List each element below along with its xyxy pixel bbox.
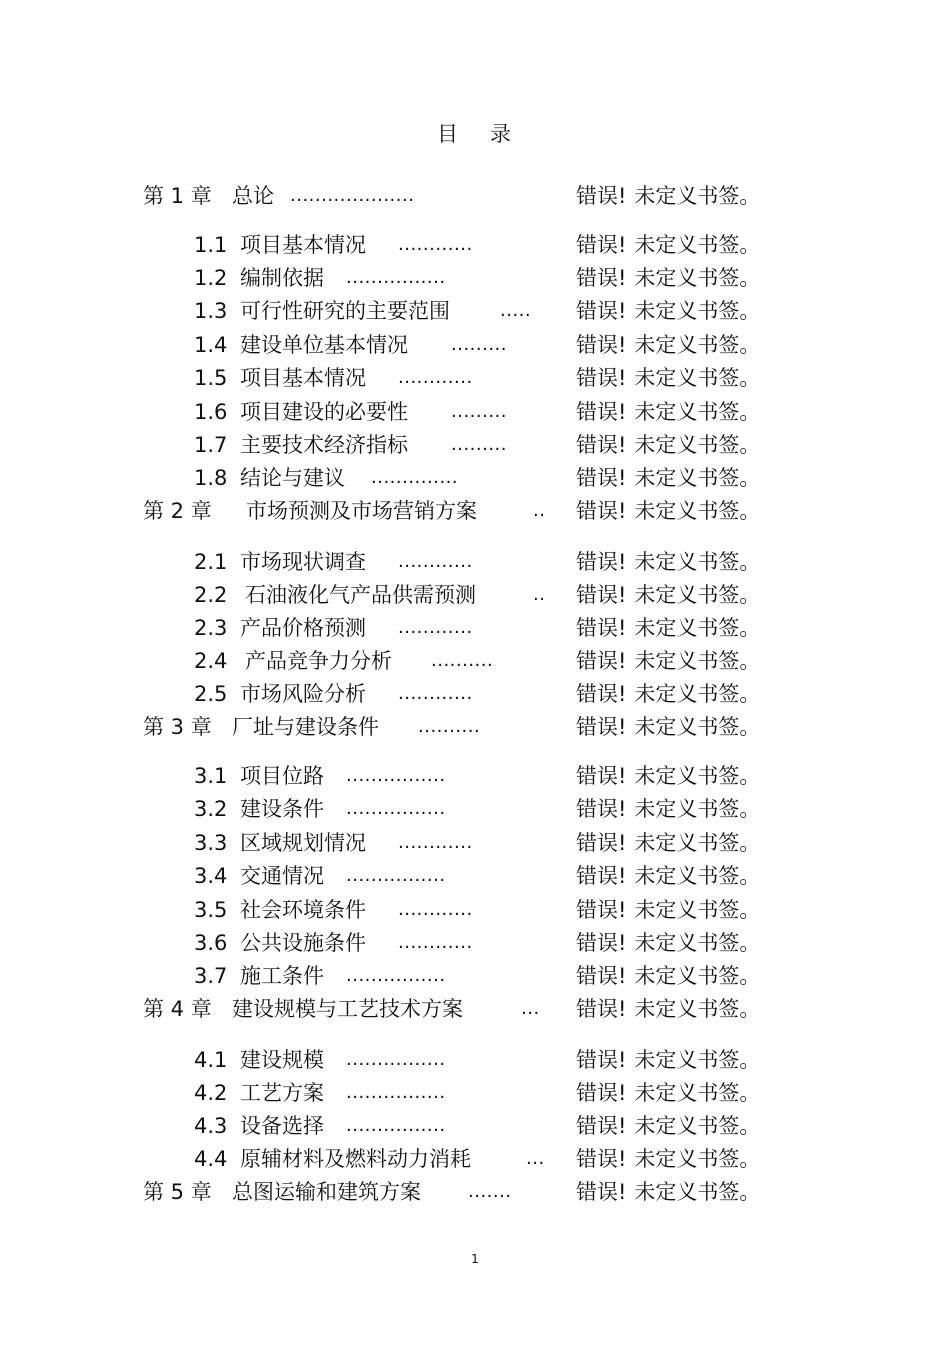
toc-entry-title: 设备选择	[240, 1114, 324, 1138]
toc-section-entry[interactable]	[0, 331, 950, 359]
toc-entry-title: 编制依据	[240, 266, 324, 290]
toc-entry-title: 项目位路	[240, 764, 324, 788]
toc-ref-error: 错误!	[576, 1081, 627, 1105]
toc-entry-number: 2.5	[194, 682, 228, 706]
toc-page-reference	[576, 647, 760, 675]
toc-entry-title: 交通情况	[240, 864, 324, 888]
toc-entry-title: 产品价格预测	[240, 616, 366, 640]
toc-entry-number: 3.6	[194, 931, 228, 955]
toc-entry-number: 第 1 章	[143, 184, 212, 208]
toc-entry-number: 4.3	[194, 1114, 228, 1138]
toc-section-entry[interactable]	[0, 464, 950, 492]
toc-ref-message: 未定义书签。	[634, 898, 761, 922]
toc-section-entry[interactable]	[0, 231, 950, 259]
toc-entry-title: 项目建设的必要性	[240, 400, 408, 424]
toc-ref-message: 未定义书签。	[634, 499, 761, 523]
toc-leader-dots: .....	[500, 300, 532, 321]
toc-entry-title: 原辅材料及燃料动力消耗	[240, 1147, 471, 1171]
toc-section-entry[interactable]	[0, 829, 950, 857]
toc-ref-error: 错误!	[576, 1180, 627, 1204]
toc-leader-dots: .......	[468, 1181, 512, 1202]
toc-ref-error: 错误!	[576, 466, 627, 490]
toc-entry-number: 第 5 章	[143, 1180, 212, 1204]
toc-entry-title: 社会环境条件	[240, 898, 366, 922]
toc-ref-message: 未定义书签。	[634, 233, 761, 257]
toc-ref-error: 错误!	[576, 649, 627, 673]
toc-chapter-entry[interactable]	[0, 497, 950, 525]
toc-title	[0, 118, 950, 148]
toc-entry-title: 结论与建议	[240, 466, 345, 490]
toc-entry-number: 2.3	[194, 616, 228, 640]
toc-page-reference	[576, 264, 760, 292]
toc-ref-error: 错误!	[576, 616, 627, 640]
toc-entry-number: 第 2 章	[143, 499, 212, 523]
toc-page-reference	[576, 364, 760, 392]
toc-ref-message: 未定义书签。	[634, 299, 761, 323]
toc-leader-dots: ................	[346, 267, 446, 288]
toc-ref-error: 错误!	[576, 898, 627, 922]
toc-ref-message: 未定义书签。	[634, 583, 761, 607]
toc-ref-message: 未定义书签。	[634, 1147, 761, 1171]
toc-ref-message: 未定义书签。	[634, 682, 761, 706]
toc-ref-message: 未定义书签。	[634, 1114, 761, 1138]
toc-leader-dots: ................	[346, 765, 446, 786]
toc-leader-dots: ................	[346, 865, 446, 886]
toc-chapter-entry[interactable]	[0, 182, 950, 210]
toc-section-entry[interactable]	[0, 581, 950, 609]
toc-ref-message: 未定义书签。	[634, 1048, 761, 1072]
toc-leader-dots: ..........	[431, 650, 494, 671]
toc-section-entry[interactable]	[0, 762, 950, 790]
toc-entry-number: 3.7	[194, 964, 228, 988]
toc-page-reference	[576, 1079, 760, 1107]
toc-entry-number: 1.8	[194, 466, 228, 490]
toc-chapter-entry[interactable]	[0, 713, 950, 741]
toc-ref-error: 错误!	[576, 550, 627, 574]
toc-entry-title: 建设单位基本情况	[240, 333, 408, 357]
toc-page-reference	[576, 1046, 760, 1074]
toc-section-entry[interactable]	[0, 431, 950, 459]
toc-page-reference	[576, 497, 760, 525]
toc-ref-message: 未定义书签。	[634, 649, 761, 673]
toc-ref-message: 未定义书签。	[634, 333, 761, 357]
toc-leader-dots: ..........	[418, 716, 481, 737]
toc-ref-message: 未定义书签。	[634, 831, 761, 855]
toc-entry-title: 总图运输和建筑方案	[232, 1180, 421, 1204]
toc-entry-title: 施工条件	[240, 964, 324, 988]
toc-section-entry[interactable]	[0, 647, 950, 675]
toc-entry-number: 第 4 章	[143, 997, 212, 1021]
toc-page-reference	[576, 713, 760, 741]
toc-entry-title: 产品竞争力分析	[245, 649, 392, 673]
toc-ref-error: 错误!	[576, 184, 627, 208]
toc-page-reference	[576, 795, 760, 823]
toc-section-entry[interactable]	[0, 896, 950, 924]
toc-section-entry[interactable]	[0, 1112, 950, 1140]
toc-page-reference	[576, 962, 760, 990]
toc-entry-number: 3.4	[194, 864, 228, 888]
toc-entry-number: 1.1	[194, 233, 228, 257]
toc-page-reference	[576, 1145, 760, 1173]
toc-entry-title: 总论	[232, 184, 274, 208]
toc-leader-dots: ............	[398, 683, 473, 704]
toc-ref-error: 错误!	[576, 997, 627, 1021]
toc-ref-message: 未定义书签。	[634, 184, 761, 208]
toc-ref-error: 错误!	[576, 583, 627, 607]
toc-ref-error: 错误!	[576, 366, 627, 390]
toc-ref-message: 未定义书签。	[634, 550, 761, 574]
toc-entry-title: 项目基本情况	[240, 233, 366, 257]
toc-ref-error: 错误!	[576, 931, 627, 955]
toc-entry-number: 3.1	[194, 764, 228, 788]
toc-entry-title: 市场风险分析	[240, 682, 366, 706]
toc-section-entry[interactable]	[0, 1079, 950, 1107]
toc-leader-dots: ................	[346, 1082, 446, 1103]
toc-ref-error: 错误!	[576, 682, 627, 706]
toc-section-entry[interactable]	[0, 614, 950, 642]
toc-leader-dots: ............	[398, 617, 473, 638]
toc-entry-title: 建设条件	[240, 797, 324, 821]
toc-entry-number: 4.4	[194, 1147, 228, 1171]
toc-ref-error: 错误!	[576, 266, 627, 290]
toc-ref-message: 未定义书签。	[634, 1081, 761, 1105]
toc-page-reference	[576, 464, 760, 492]
toc-leader-dots: ............	[398, 367, 473, 388]
toc-leader-dots: ...	[521, 998, 540, 1019]
toc-page-reference	[576, 929, 760, 957]
toc-ref-error: 错误!	[576, 299, 627, 323]
toc-ref-error: 错误!	[576, 1048, 627, 1072]
toc-entry-number: 3.3	[194, 831, 228, 855]
toc-page-reference	[576, 680, 760, 708]
toc-ref-error: 错误!	[576, 715, 627, 739]
toc-section-entry[interactable]	[0, 548, 950, 576]
toc-entry-title: 建设规模与工艺技术方案	[232, 997, 463, 1021]
toc-ref-error: 错误!	[576, 333, 627, 357]
toc-ref-error: 错误!	[576, 1147, 627, 1171]
toc-leader-dots: ..	[533, 584, 546, 605]
toc-ref-message: 未定义书签。	[634, 964, 761, 988]
toc-leader-dots: .........	[451, 401, 507, 422]
toc-leader-dots: ............	[398, 234, 473, 255]
toc-entry-title: 石油液化气产品供需预测	[245, 583, 476, 607]
toc-entry-title: 项目基本情况	[240, 366, 366, 390]
toc-page-reference	[576, 829, 760, 857]
toc-section-entry[interactable]	[0, 264, 950, 292]
toc-ref-error: 错误!	[576, 797, 627, 821]
toc-ref-message: 未定义书签。	[634, 931, 761, 955]
toc-page-reference	[576, 896, 760, 924]
toc-ref-message: 未定义书签。	[634, 433, 761, 457]
toc-ref-error: 错误!	[576, 499, 627, 523]
toc-title-char-1: 目	[437, 122, 460, 146]
toc-entry-number: 1.7	[194, 433, 228, 457]
toc-leader-dots: ................	[346, 798, 446, 819]
toc-entry-title: 市场预测及市场营销方案	[246, 499, 477, 523]
toc-ref-error: 错误!	[576, 1114, 627, 1138]
toc-ref-error: 错误!	[576, 864, 627, 888]
toc-ref-message: 未定义书签。	[634, 797, 761, 821]
toc-section-entry[interactable]	[0, 297, 950, 325]
toc-chapter-entry[interactable]	[0, 1178, 950, 1206]
toc-section-entry[interactable]	[0, 929, 950, 957]
toc-entry-title: 主要技术经济指标	[240, 433, 408, 457]
toc-leader-dots: .........	[451, 434, 507, 455]
toc-entry-title: 市场现状调查	[240, 550, 366, 574]
toc-entry-number: 3.2	[194, 797, 228, 821]
page-number: 1	[471, 1252, 479, 1266]
toc-page-reference	[576, 862, 760, 890]
toc-entry-number: 第 3 章	[143, 715, 212, 739]
toc-entry-number: 1.2	[194, 266, 228, 290]
toc-ref-error: 错误!	[576, 433, 627, 457]
toc-entry-title: 工艺方案	[240, 1081, 324, 1105]
toc-entry-title: 建设规模	[240, 1048, 324, 1072]
toc-page-reference	[576, 548, 760, 576]
toc-page-reference	[576, 398, 760, 426]
toc-entry-number: 1.5	[194, 366, 228, 390]
toc-ref-message: 未定义书签。	[634, 764, 761, 788]
toc-leader-dots: ................	[346, 1049, 446, 1070]
toc-ref-error: 错误!	[576, 831, 627, 855]
toc-section-entry[interactable]	[0, 364, 950, 392]
toc-entry-number: 1.4	[194, 333, 228, 357]
toc-leader-dots: ............	[398, 551, 473, 572]
toc-entry-number: 4.2	[194, 1081, 228, 1105]
toc-page-reference	[576, 581, 760, 609]
toc-entry-title: 厂址与建设条件	[232, 715, 379, 739]
toc-section-entry[interactable]	[0, 795, 950, 823]
toc-page-reference	[576, 1112, 760, 1140]
toc-entry-number: 2.1	[194, 550, 228, 574]
toc-leader-dots: ............	[398, 899, 473, 920]
toc-page-reference	[576, 182, 760, 210]
toc-leader-dots: ............	[398, 932, 473, 953]
toc-page-reference	[576, 297, 760, 325]
toc-entry-number: 2.4	[194, 649, 228, 673]
toc-ref-message: 未定义书签。	[634, 1180, 761, 1204]
toc-section-entry[interactable]	[0, 862, 950, 890]
toc-ref-error: 错误!	[576, 764, 627, 788]
toc-ref-message: 未定义书签。	[634, 864, 761, 888]
toc-section-entry[interactable]	[0, 398, 950, 426]
toc-title-char-2: 录	[490, 122, 513, 146]
toc-ref-error: 错误!	[576, 233, 627, 257]
toc-section-entry[interactable]	[0, 1145, 950, 1173]
toc-entry-number: 1.3	[194, 299, 228, 323]
toc-leader-dots: ................	[346, 1115, 446, 1136]
toc-leader-dots: ....................	[290, 185, 415, 206]
toc-entry-number: 2.2	[194, 583, 228, 607]
toc-page-reference	[576, 431, 760, 459]
toc-ref-message: 未定义书签。	[634, 266, 761, 290]
toc-leader-dots: ............	[398, 832, 473, 853]
toc-ref-message: 未定义书签。	[634, 616, 761, 640]
toc-entry-title: 区域规划情况	[240, 831, 366, 855]
toc-section-entry[interactable]	[0, 1046, 950, 1074]
toc-ref-message: 未定义书签。	[634, 400, 761, 424]
toc-section-entry[interactable]	[0, 680, 950, 708]
toc-entry-number: 1.6	[194, 400, 228, 424]
toc-page-reference	[576, 1178, 760, 1206]
toc-ref-message: 未定义书签。	[634, 466, 761, 490]
toc-entry-title: 公共设施条件	[240, 931, 366, 955]
toc-entry-title: 可行性研究的主要范围	[240, 299, 450, 323]
toc-ref-message: 未定义书签。	[634, 366, 761, 390]
toc-page-reference	[576, 231, 760, 259]
toc-page-reference	[576, 762, 760, 790]
toc-section-entry[interactable]	[0, 962, 950, 990]
toc-chapter-entry[interactable]	[0, 995, 950, 1023]
toc-ref-message: 未定义书签。	[634, 997, 761, 1021]
toc-entry-number: 4.1	[194, 1048, 228, 1072]
toc-page-reference	[576, 995, 760, 1023]
toc-leader-dots: ...	[526, 1148, 545, 1169]
toc-entry-number: 3.5	[194, 898, 228, 922]
toc-page-reference	[576, 614, 760, 642]
toc-ref-message: 未定义书签。	[634, 715, 761, 739]
toc-leader-dots: ..	[533, 500, 546, 521]
toc-ref-error: 错误!	[576, 400, 627, 424]
toc-page-reference	[576, 331, 760, 359]
toc-leader-dots: ................	[346, 965, 446, 986]
toc-ref-error: 错误!	[576, 964, 627, 988]
toc-leader-dots: .........	[451, 334, 507, 355]
toc-leader-dots: ..............	[371, 467, 459, 488]
